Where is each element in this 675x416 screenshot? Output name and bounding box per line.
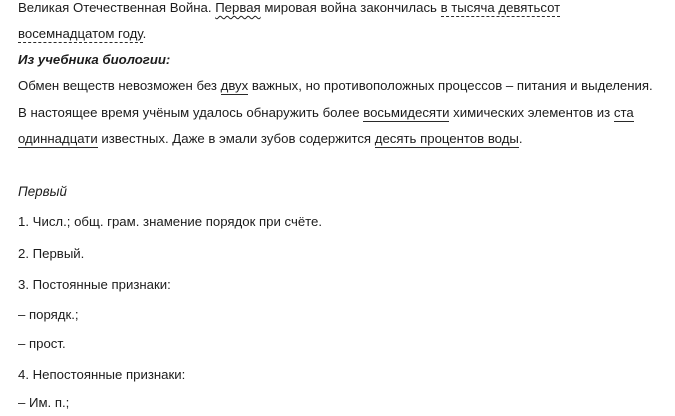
analysis-item-6-text: 4. Непостоянные признаки: [18, 367, 186, 382]
bio-part-3: химических элементов из [449, 104, 614, 120]
bio-underline-2: восьмидесяти [363, 104, 450, 120]
heading-word-text: Первый [18, 184, 67, 199]
bio-part-5: . [518, 131, 523, 146]
analysis-item-1-text: 1. Числ.; общ. грам. знамение порядок при счёте. [18, 214, 323, 229]
top-fragment-period: . [142, 26, 147, 41]
analysis-item-7-text: – Им. п.; [18, 395, 70, 410]
top-fragment-line-1 [18, 0, 665, 21]
bio-part-2: важных, но противоположных процессов – питания и выделения. В настоящее время учёным удалось обнаружить более [18, 78, 653, 120]
heading-biology-text: Из учебника биологии: [18, 52, 171, 67]
top-fragment-mid: мировая война закончилась [260, 0, 441, 15]
top-fragment-line-2 [18, 21, 665, 47]
analysis-item-5 [18, 331, 665, 357]
analysis-item-1 [18, 209, 665, 235]
top-fragment-prefix: Великая Отечественная Война. [18, 0, 212, 15]
analysis-item-5-text: – прост. [18, 336, 66, 351]
bio-part-1: Обмен веществ невозможен без [18, 78, 221, 93]
analysis-item-4 [18, 302, 665, 328]
analysis-item-2 [18, 241, 665, 267]
analysis-item-7 [18, 390, 665, 416]
top-fragment-dashdot-phrase: в тысяча девятьсот [440, 0, 561, 15]
bio-underline-1: двух [220, 78, 249, 93]
biology-paragraph [18, 73, 657, 153]
analysis-item-3 [18, 272, 665, 298]
bio-underline-3: ста одиннадцати [18, 104, 634, 146]
bio-underline-4: десять процентов воды [374, 131, 519, 146]
analysis-item-6 [18, 362, 665, 388]
analysis-item-3-text: 3. Постоянные признаки: [18, 277, 171, 292]
analysis-item-2-text: 2. Первый. [18, 246, 85, 261]
analysis-item-4-text: – порядк.; [18, 307, 79, 322]
heading-word [18, 179, 665, 205]
bio-part-4: известных. Даже в эмали зубов содержится [97, 131, 375, 146]
heading-biology [18, 47, 665, 73]
top-fragment-underlined-continuation: восемнадцатом году [18, 26, 143, 41]
top-fragment-wavy-word: Первая [215, 0, 261, 15]
